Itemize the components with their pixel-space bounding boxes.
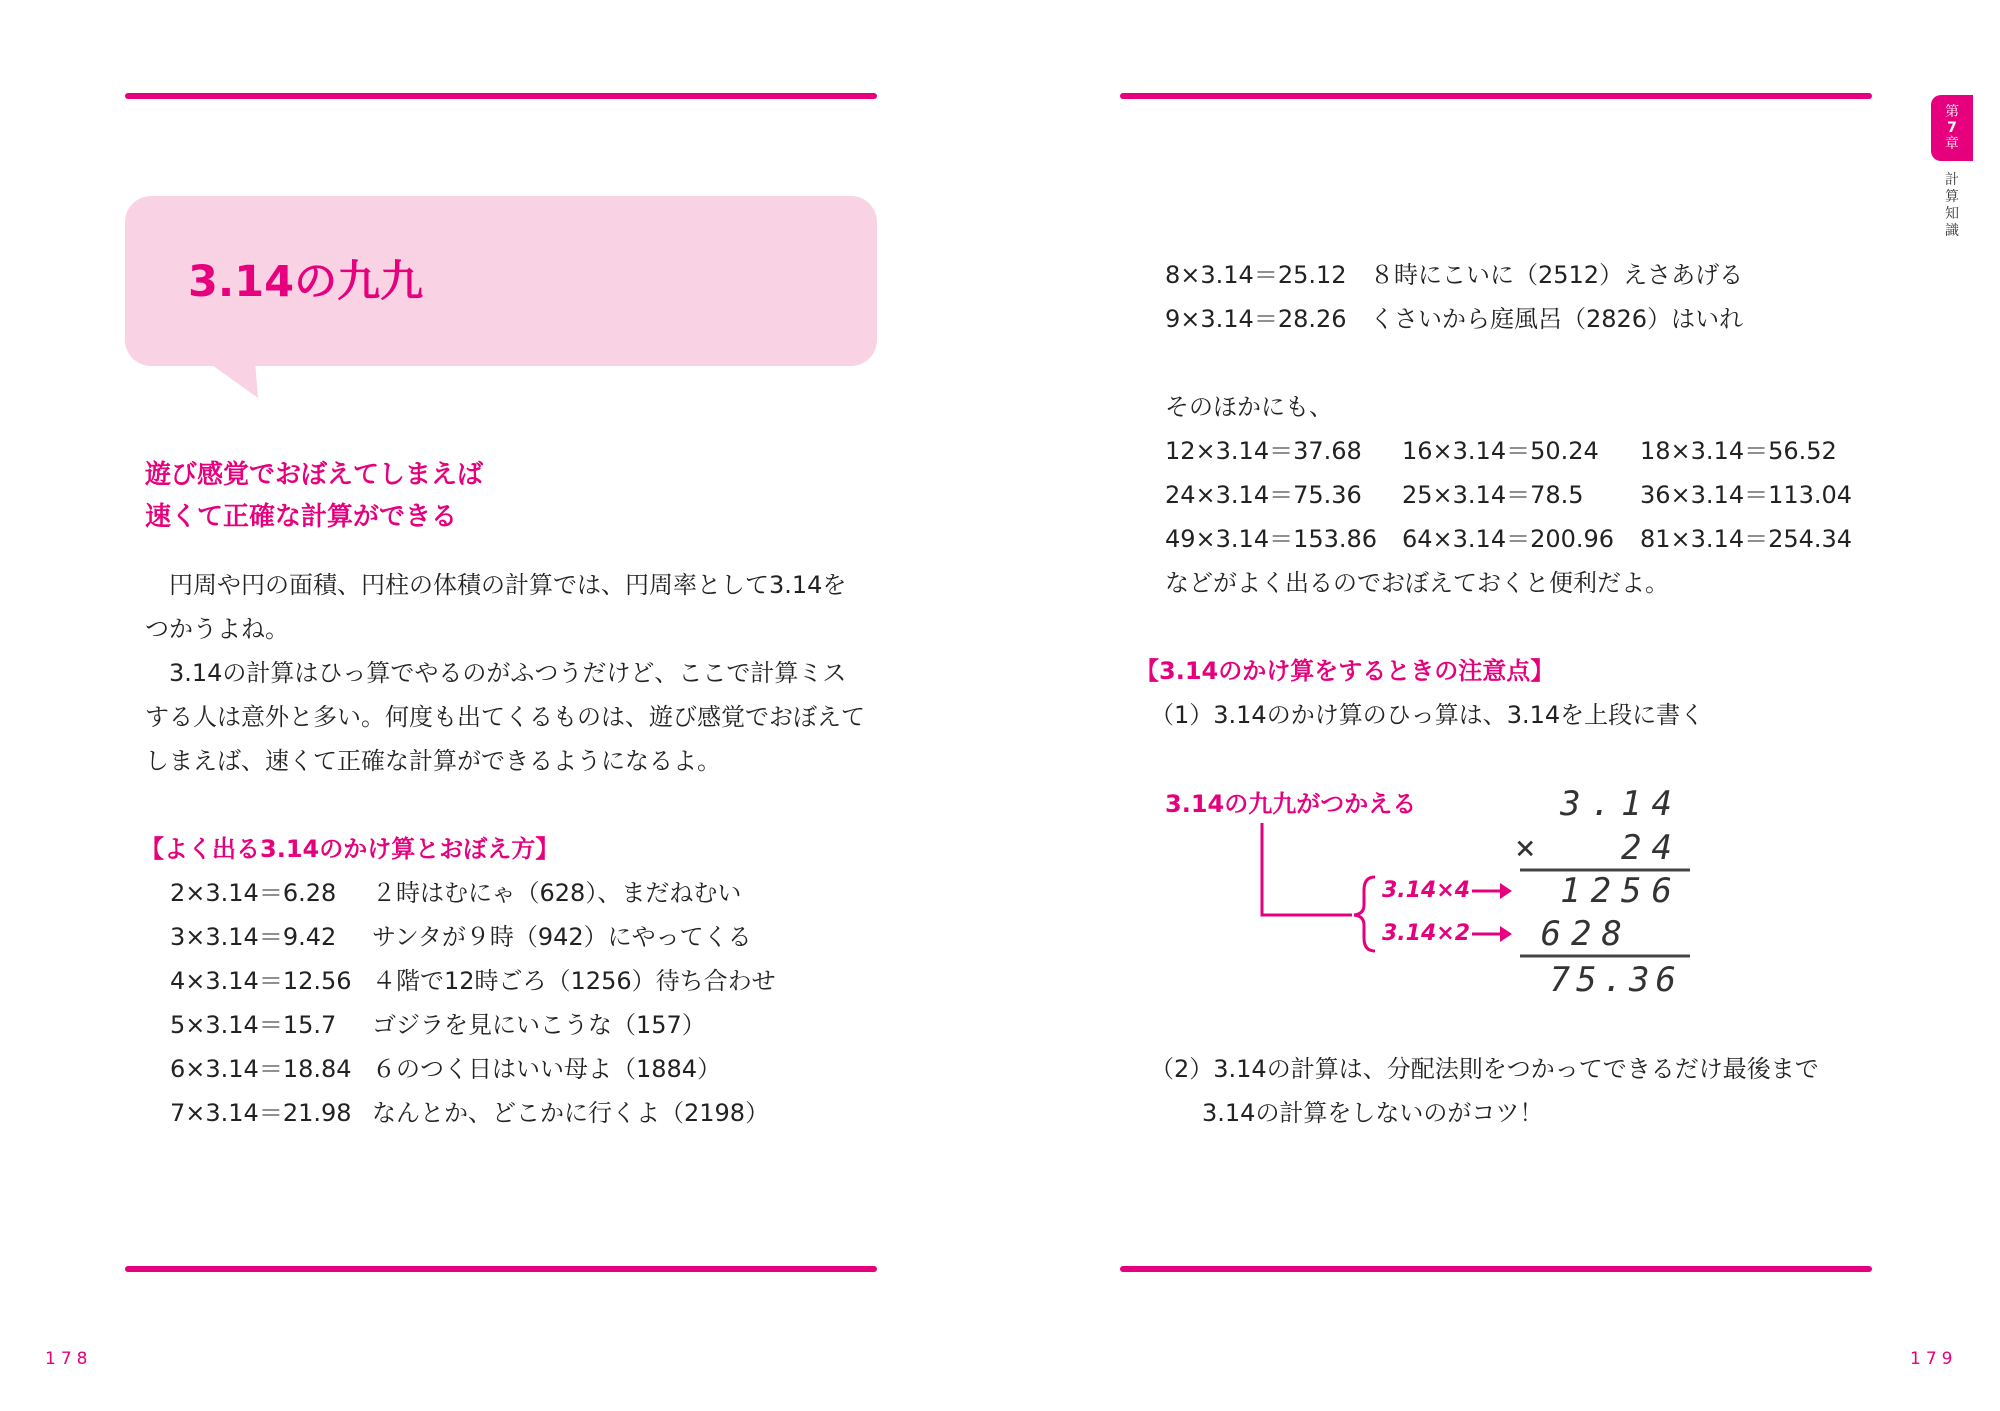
note-point-2-line-1: （2）3.14の計算は、分配法則をつかってできるだけ最後まで — [1150, 1055, 1819, 1083]
chapter-name: 計算知識 — [1945, 172, 1959, 239]
diagram-row-result: 75.36 — [1549, 960, 1682, 1000]
others-cell: 16×3.14＝50.24 — [1402, 437, 1599, 465]
diagram-row-top: 3.14 — [1560, 784, 1682, 824]
page-number-right: 179 — [1910, 1349, 1958, 1369]
mnemonic-phrase: ２時はむにゃ（628）、まだねむい — [372, 879, 742, 907]
mnemonic-equation: 4×3.14＝12.56 — [170, 967, 352, 995]
paragraph-line: 円周や円の面積、円柱の体積の計算では、円周率として3.14を — [145, 571, 847, 599]
others-cell: 18×3.14＝56.52 — [1640, 437, 1837, 465]
paragraph-line: つかうよね。 — [145, 615, 289, 643]
mnemonic-phrase: ８時にこいに（2512）えさあげる — [1370, 261, 1744, 289]
paragraph-line: 3.14の計算はひっ算でやるのがふつうだけど、ここで計算ミス — [145, 659, 847, 687]
paragraph-line: しまえば、速くて正確な計算ができるようになるよ。 — [145, 747, 721, 775]
mnemonic-phrase: くさいから庭風呂（2826）はいれ — [1370, 305, 1744, 333]
chapter-tab-number: 7 — [1947, 120, 1957, 136]
mnemonic-phrase: なんとか、どこかに行くよ（2198） — [372, 1099, 770, 1127]
mnemonic-equation: 6×3.14＝18.84 — [170, 1055, 352, 1083]
mnemonic-phrase: ４階で12時ごろ（1256）待ち合わせ — [372, 967, 776, 995]
diagram-label-a: 3.14×4 — [1382, 878, 1471, 903]
others-cell: 25×3.14＝78.5 — [1402, 481, 1584, 509]
mnemonic-equation: 7×3.14＝21.98 — [170, 1099, 352, 1127]
note-point-1: （1）3.14のかけ算のひっ算は、3.14を上段に書く — [1150, 701, 1705, 729]
paragraph-line: する人は意外と多い。何度も出てくるものは、遊び感覚でおぼえて — [145, 703, 865, 731]
others-outro: などがよく出るのでおぼえておくと便利だよ。 — [1165, 569, 1669, 597]
others-cell: 81×3.14＝254.34 — [1640, 525, 1853, 553]
diagram-row-mult: 24 — [1621, 828, 1682, 868]
diagram-mult-sign: × — [1515, 828, 1536, 868]
note-point-2-line-2: 3.14の計算をしないのがコツ！ — [1202, 1099, 1544, 1127]
subheading-mnemonics: 【よく出る3.14のかけ算とおぼえ方】 — [140, 835, 560, 863]
diagram-row-partial-1: 1256 — [1560, 871, 1682, 911]
mnemonic-phrase: ６のつく日はいい母よ（1884） — [372, 1055, 722, 1083]
mnemonic-equation: 8×3.14＝25.12 — [1165, 261, 1347, 289]
chapter-tab-bottom: 章 — [1945, 136, 1959, 152]
others-cell: 49×3.14＝153.86 — [1165, 525, 1378, 553]
heading-line-2: 速くて正確な計算ができる — [145, 502, 458, 532]
others-cell: 12×3.14＝37.68 — [1165, 437, 1362, 465]
page-number-left: 178 — [45, 1349, 93, 1369]
mnemonic-equation: 2×3.14＝6.28 — [170, 879, 337, 907]
heading-line-1: 遊び感覚でおぼえてしまえば — [145, 460, 484, 490]
mnemonic-equation: 9×3.14＝28.26 — [1165, 305, 1347, 333]
mnemonic-phrase: ゴジラを見にいこうな（157） — [372, 1011, 706, 1039]
mnemonic-equation: 3×3.14＝9.42 — [170, 923, 337, 951]
diagram-label-b: 3.14×2 — [1382, 921, 1471, 946]
diagram-row-partial-2: 628 — [1540, 914, 1632, 954]
page-title: 3.14の九九 — [188, 257, 424, 307]
mnemonic-equation: 5×3.14＝15.7 — [170, 1011, 337, 1039]
mnemonic-phrase: サンタが９時（942）にやってくる — [372, 923, 752, 951]
chapter-tab-top: 第 — [1945, 104, 1959, 120]
others-intro: そのほかにも、 — [1165, 393, 1333, 421]
others-cell: 36×3.14＝113.04 — [1640, 481, 1853, 509]
subheading-notes: 【3.14のかけ算をするときの注意点】 — [1135, 657, 1555, 685]
diagram-callout: 3.14の九九がつかえる — [1165, 790, 1417, 818]
others-cell: 64×3.14＝200.96 — [1402, 525, 1615, 553]
others-cell: 24×3.14＝75.36 — [1165, 481, 1362, 509]
